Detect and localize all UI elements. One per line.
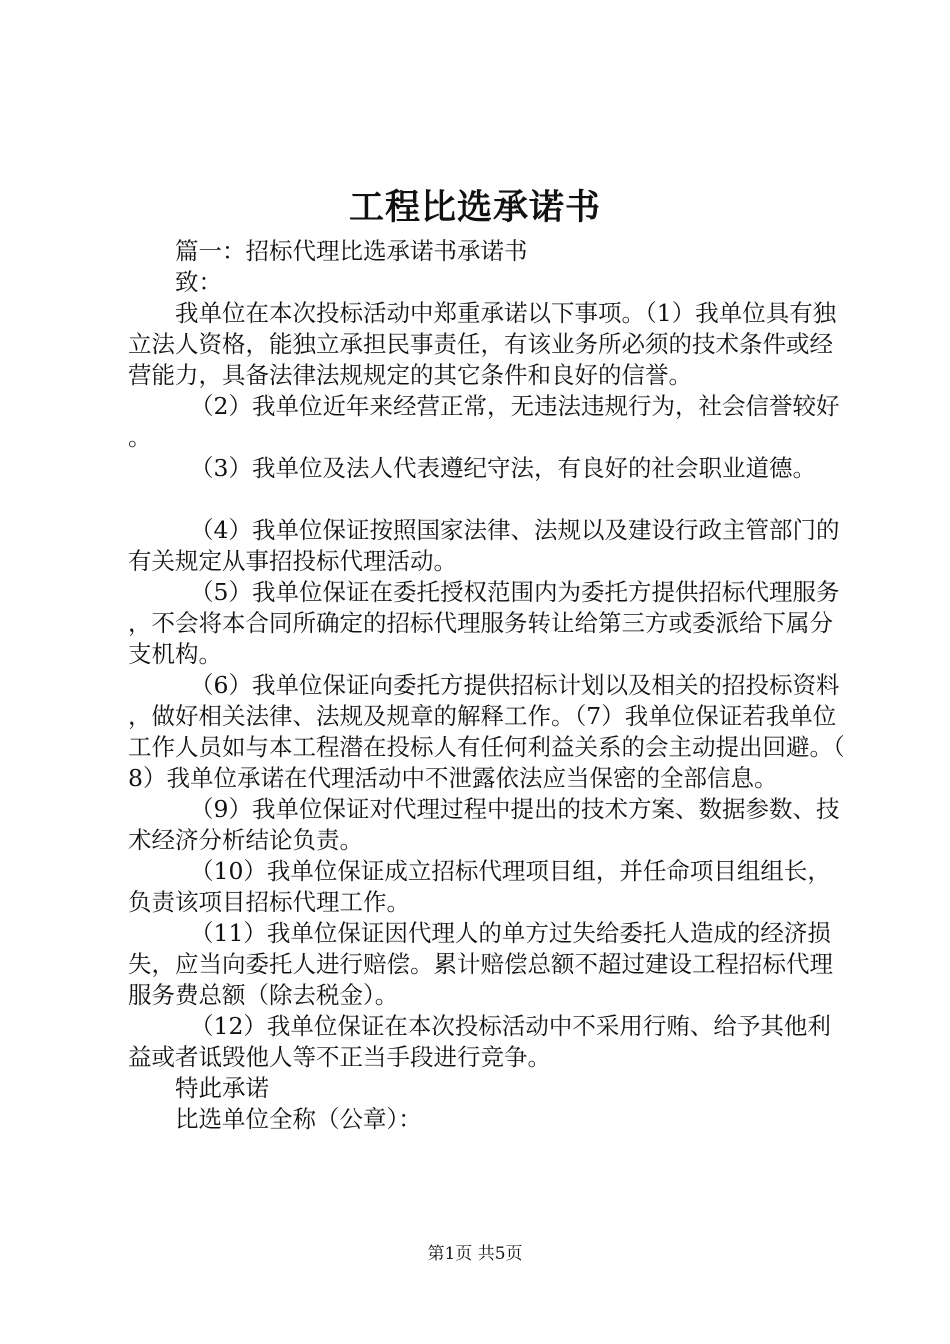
document-body	[128, 236, 850, 1135]
paragraph-item-4: （4）我单位保证按照国家法律、法规以及建设行政主管部门的有关规定从事招投标代理活动。	[128, 516, 840, 575]
paragraph-item-11: （11）我单位保证因代理人的单方过失给委托人造成的经济损失，应当向委托人进行赔偿。累计赔偿总额不超过建设工程招标代理服务费总额（除去税金）。	[128, 919, 833, 1009]
paragraph-item-6: （6）我单位保证向委托方提供招标计划以及相关的招投标资料，做好相关法律、法规及规章的解释工作。（7）我单位保证若我单位工作人员如与本工程潜在投标人有任何利益关系的会主动提出回避。（8）我单位承诺在代理活动中不泄露依法应当保密的全部信息。	[128, 671, 845, 792]
section-heading: 篇一：招标代理比选承诺书承诺书	[175, 237, 528, 265]
closing-statement: 特此承诺	[175, 1074, 269, 1102]
paragraph-item-3: （3）我单位及法人代表遵纪守法，有良好的社会职业道德。	[190, 454, 816, 482]
salutation: 致：	[175, 268, 222, 296]
paragraph-item-10: （10）我单位保证成立招标代理项目组，并任命项目组组长，负责该项目招标代理工作。	[128, 857, 831, 916]
page-footer: 第1页 共5页	[427, 1244, 523, 1264]
paragraph-item-2: （2）我单位近年来经营正常，无违法违规行为，社会信誉较好。	[128, 392, 840, 451]
paragraph-item-12: （12）我单位保证在本次投标活动中不采用行贿、给予其他利益或者诋毁他人等不正当手段进行竞争。	[128, 1012, 831, 1071]
blank-line	[128, 484, 850, 515]
paragraph-item-9: （9）我单位保证对代理过程中提出的技术方案、数据参数、技术经济分析结论负责。	[128, 795, 840, 854]
paragraph-intro: 我单位在本次投标活动中郑重承诺以下事项。（1）我单位具有独立法人资格，能独立承担民事责任，有该业务所必须的技术条件或经营能力，具备法律法规规定的其它条件和良好的信誉。	[128, 299, 837, 389]
paragraph-item-5: （5）我单位保证在委托授权范围内为委托方提供招标代理服务，不会将本合同所确定的招标代理服务转让给第三方或委派给下属分支机构。	[128, 578, 840, 668]
document-title: 工程比选承诺书	[348, 187, 601, 228]
signature-line: 比选单位全称（公章）：	[175, 1105, 422, 1133]
